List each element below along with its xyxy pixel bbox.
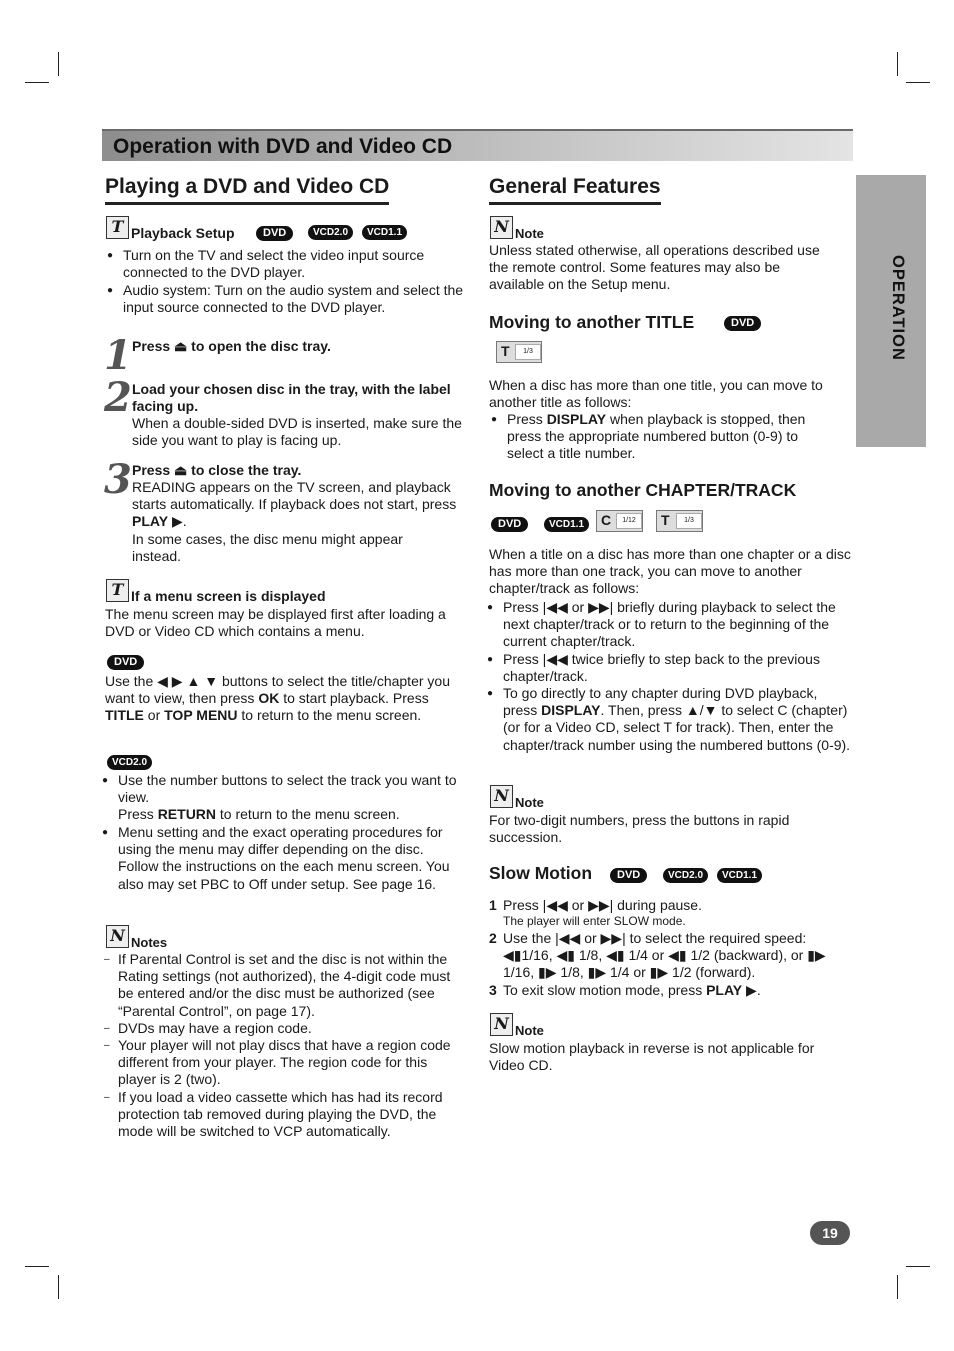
menu-screen-text: The menu screen may be displayed first after loading a DVD or Video CD which contains a menu. [105,606,446,640]
dvd-badge: DVD [256,226,293,241]
note-text: For two-digit numbers, press the buttons in rapid succession. [489,812,790,846]
vcd11-badge: VCD1.1 [362,225,407,240]
note-heading: Note [515,226,544,241]
banner-title: Operation with DVD and Video CD [113,135,453,158]
play-icon: ▶. [171,513,187,530]
crop-mark [906,1266,930,1267]
step-2-heading: Load your chosen disc in the tray, with the label facing up. [132,381,451,415]
step-number: 1 [104,332,132,379]
note-text: Slow motion playback in reverse is not applicable for Video CD. [489,1040,815,1074]
note-heading: Note [515,795,544,810]
vcd20-badge: VCD2.0 [308,225,353,240]
chapter-bullet: ● Press |◀◀ twice briefly to step back to the previous chapter/track. [503,651,848,685]
slow-motion-heading: Slow Motion [489,863,593,883]
crop-mark [58,52,59,76]
slow-step-1-note: The player will enter SLOW mode. [503,914,686,928]
title-glyph-icon: T [501,343,510,359]
crop-mark [25,82,49,83]
step-number: 3 [489,982,497,998]
osd-value: 1/12 [616,513,642,529]
slow-step-2: Use the |◀◀ or ▶▶| to select the required speed: ◀▮1/16, ◀▮ 1/8, ◀▮ 1/4 or ◀▮ 1/2 (backward), or ▮▶ 1/16, ▮▶ 1/8, ▮▶ 1/4 or ▮▶ 1/2 (forward). [503,930,826,981]
chapter-osd [596,510,643,532]
crop-mark [25,1266,49,1267]
vcd20-badge: VCD2.0 [663,868,708,883]
notes-heading: Notes [131,935,168,950]
step-number: 3 [104,456,132,503]
note-item: – Your player will not play discs that have a region code different from your player. The region code for this player is 2 (two). [118,1037,468,1089]
dvd-badge: DVD [107,655,144,670]
vcd11-badge: VCD1.1 [544,517,589,532]
play-icon: ▶. [746,982,761,998]
title-heading: Moving to another TITLE [489,312,695,332]
playback-setup-heading: Playback Setup [131,225,235,241]
step-number: 2 [489,930,497,946]
step-3-heading: Press ⏏ to close the tray. [132,462,302,478]
note-icon: N [106,925,129,948]
crop-mark [58,1275,59,1299]
setup-bullet: ● Turn on the TV and select the video input source connected to the DVD player. [123,247,468,281]
side-tab [856,175,926,447]
crop-mark [897,52,898,76]
title-text: When a disc has more than one title, you can move to another title as follows: [489,377,823,411]
track-osd [656,510,703,532]
slow-step-3: To exit slow motion mode, press PLAY ▶. [503,982,761,998]
eject-icon: ⏏ [174,462,188,478]
note-icon: N [490,1013,513,1036]
note-item: – If Parental Control is set and the disc is not within the Rating settings (not authorized), the 4-digit code must be entered and/or the disc must be authorized (see “Parental Control”, on page 17). [118,951,466,1020]
note-item: – If you load a video cassette which has had its record protection tab removed during playing the DVD, the mode will be switched to VCP automatically. [118,1089,466,1141]
dvd-menu-text: Use the ◀ ▶ ▲ ▼ buttons to select the title/chapter you want to view, then press OK to start playback. Press TITLE or TOP MENU to return to the menu screen. [105,673,450,724]
vcd11-badge: VCD1.1 [717,868,762,883]
section-title-left: Playing a DVD and Video CD [105,175,389,205]
vcd20-badge: VCD2.0 [107,755,152,770]
slow-step-1: Press |◀◀ or ▶▶| during pause. [503,897,702,913]
chapter-glyph-icon: C [601,512,612,528]
title-bullet: ● Press DISPLAY when playback is stopped, then press the appropriate numbered button (0-9) to select a title number. [507,411,827,463]
dvd-badge: DVD [491,517,528,532]
note-icon: N [490,216,513,239]
title-glyph-icon: T [661,512,670,528]
section-title-right: General Features [489,175,661,205]
note-item: – DVDs may have a region code. [118,1020,466,1037]
step-2-body: When a double-sided DVD is inserted, make sure the side you want to play is facing up. [132,415,462,449]
section-banner [102,129,853,161]
menu-screen-heading: If a menu screen is displayed [131,588,326,604]
title-osd [496,341,542,363]
step-3-body: READING appears on the TV screen, and playback starts automatically. If playback does not start, press PLAY ▶. [132,479,457,530]
setup-bullet: ● Audio system: Turn on the audio system and select the input source connected to the DVD player. [123,282,468,316]
page-number: 19 [810,1221,850,1245]
step-number: 1 [489,897,497,913]
chapter-bullet: ● To go directly to any chapter during DVD playback, press DISPLAY. Then, press ▲/▼ to select C (chapter) (or for a Video CD, select T for track). Then, enter the chapter/track number using the numbered buttons (0-9). [503,685,853,754]
note-icon: N [490,785,513,808]
osd-value: 1/3 [515,344,541,360]
osd-value: 1/3 [676,513,702,529]
eject-icon: ⏏ [174,338,188,354]
chapter-bullet: ● Press |◀◀ or ▶▶| briefly during playback to select the next chapter/track or to return to the beginning of the current chapter/track. [503,599,848,651]
crop-mark [897,1275,898,1299]
setup-icon: T [106,579,129,602]
step-number: 2 [104,374,132,421]
crop-mark [906,82,930,83]
dvd-badge: DVD [724,316,761,331]
vcd-bullet: ● Menu setting and the exact operating procedures for using the menu may differ depending on the disc. Follow the instructions on the each menu screen. You also may set PBC to Off under setup. See page 16. [118,824,463,893]
chapter-heading: Moving to another CHAPTER/TRACK [489,480,797,500]
arrow-keys-icon: ◀ ▶ ▲ ▼ [157,673,219,689]
note-text: Unless stated otherwise, all operations described use the remote control. Some features may also be available on the Setup menu. [489,242,820,293]
step-3-note: In some cases, the disc menu might appear instead. [132,531,403,565]
note-heading: Note [515,1023,544,1038]
chapter-text: When a title on a disc has more than one chapter or a disc has more than one track, you can move to another chapter/track as follows: [489,546,851,597]
dvd-badge: DVD [610,868,647,883]
step-1-heading: Press ⏏ to open the disc tray. [132,338,331,354]
side-tab-label: OPERATION [889,255,907,361]
vcd-bullet: ● Use the number buttons to select the track you want to view. Press RETURN to return to the menu screen. [118,772,463,824]
setup-icon: T [106,216,129,239]
